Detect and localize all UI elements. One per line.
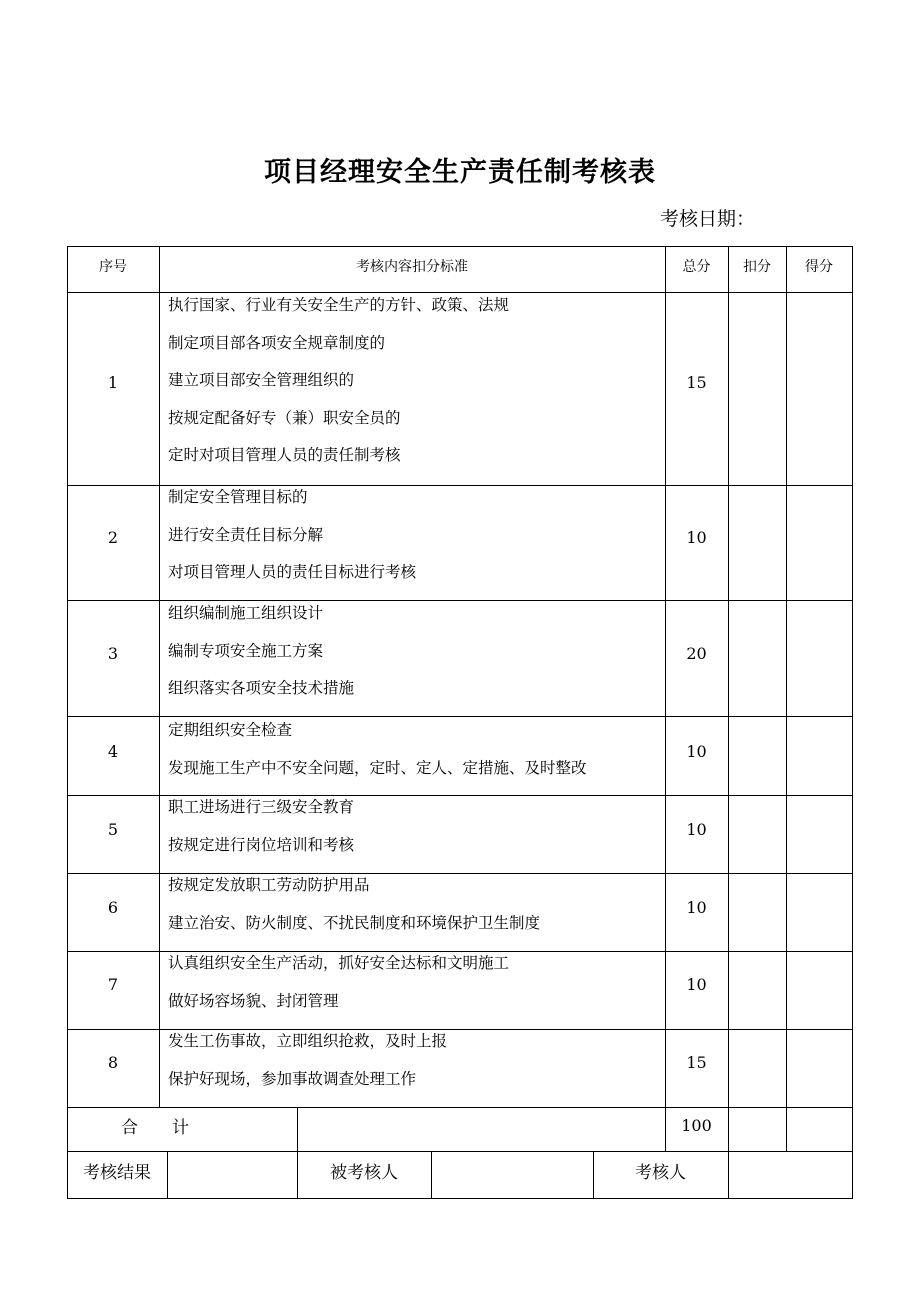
row-5-content xyxy=(168,789,354,864)
row-8-total: 15 xyxy=(686,1052,707,1072)
row-1-content xyxy=(168,287,509,475)
header-deduct: 扣分 xyxy=(743,259,771,275)
content-line: 对项目管理人员的责任目标进行考核 xyxy=(168,563,417,581)
row-8-no: 8 xyxy=(107,1052,119,1072)
row-1-total: 15 xyxy=(686,373,707,392)
row-6-content xyxy=(168,867,540,942)
content-line: 执行国家、行业有关安全生产的方针、政策、法规 xyxy=(168,296,510,314)
result-label: 考核结果 xyxy=(83,1162,151,1183)
content-line: 组织落实各项安全技术措施 xyxy=(168,679,355,697)
row-1-no: 1 xyxy=(107,373,119,392)
header-score: 得分 xyxy=(805,259,833,275)
row-7-no: 7 xyxy=(107,974,119,994)
examinee-label: 被考核人 xyxy=(330,1162,398,1183)
row-6-no: 6 xyxy=(107,897,119,917)
content-line: 保护好现场，参加事故调查处理工作 xyxy=(168,1069,417,1088)
content-line: 认真组织安全生产活动，抓好安全达标和文明施工 xyxy=(168,954,510,972)
row-3-content xyxy=(168,595,354,708)
row-5-no: 5 xyxy=(107,819,119,839)
content-line: 制定项目部各项安全规章制度的 xyxy=(168,333,386,352)
sum-label: 合 计 xyxy=(121,1117,189,1138)
content-line: 发生工伤事故，立即组织抢救，及时上报 xyxy=(168,1032,448,1050)
page-title: 项目经理安全生产责任制考核表 xyxy=(264,157,656,188)
content-line: 按规定发放职工劳动防护用品 xyxy=(168,876,370,894)
row-3-total: 20 xyxy=(686,644,707,663)
row-5-total: 10 xyxy=(686,819,707,839)
content-line: 编制专项安全施工方案 xyxy=(168,641,324,660)
content-line: 组织编制施工组织设计 xyxy=(168,604,324,622)
row-7-content xyxy=(168,945,509,1020)
row-2-content xyxy=(168,479,416,592)
row-7-total: 10 xyxy=(686,974,707,994)
content-line: 进行安全责任目标分解 xyxy=(168,525,324,544)
content-line: 制定安全管理目标的 xyxy=(168,488,308,506)
content-line: 做好场容场貌、封闭管理 xyxy=(168,991,339,1010)
content-line: 定时对项目管理人员的责任制考核 xyxy=(168,446,401,464)
row-4-content xyxy=(168,712,587,787)
row-4-total: 10 xyxy=(686,741,707,761)
header-content: 考核内容扣分标准 xyxy=(356,259,468,275)
content-line: 按规定进行岗位培训和考核 xyxy=(168,835,355,854)
content-line: 建立治安、防火制度、不扰民制度和环境保护卫生制度 xyxy=(168,913,541,932)
examiner-label: 考核人 xyxy=(635,1162,686,1183)
row-2-no: 2 xyxy=(107,528,119,547)
assessment-date-label: 考核日期： xyxy=(660,208,756,230)
row-3-no: 3 xyxy=(107,644,119,663)
content-line: 定期组织安全检查 xyxy=(168,721,293,739)
content-line: 按规定配备好专（兼）职安全员的 xyxy=(168,408,401,427)
row-2-total: 10 xyxy=(686,528,707,547)
content-line: 发现施工生产中不安全问题，定时、定人、定措施、及时整改 xyxy=(168,758,587,777)
header-total: 总分 xyxy=(682,259,711,275)
row-4-no: 4 xyxy=(107,741,119,761)
sum-total: 100 xyxy=(681,1115,712,1135)
header-no: 序号 xyxy=(99,259,127,275)
row-8-content xyxy=(168,1023,447,1098)
content-line: 职工进场进行三级安全教育 xyxy=(168,798,355,816)
content-line: 建立项目部安全管理组织的 xyxy=(168,371,355,389)
row-6-total: 10 xyxy=(686,897,707,917)
